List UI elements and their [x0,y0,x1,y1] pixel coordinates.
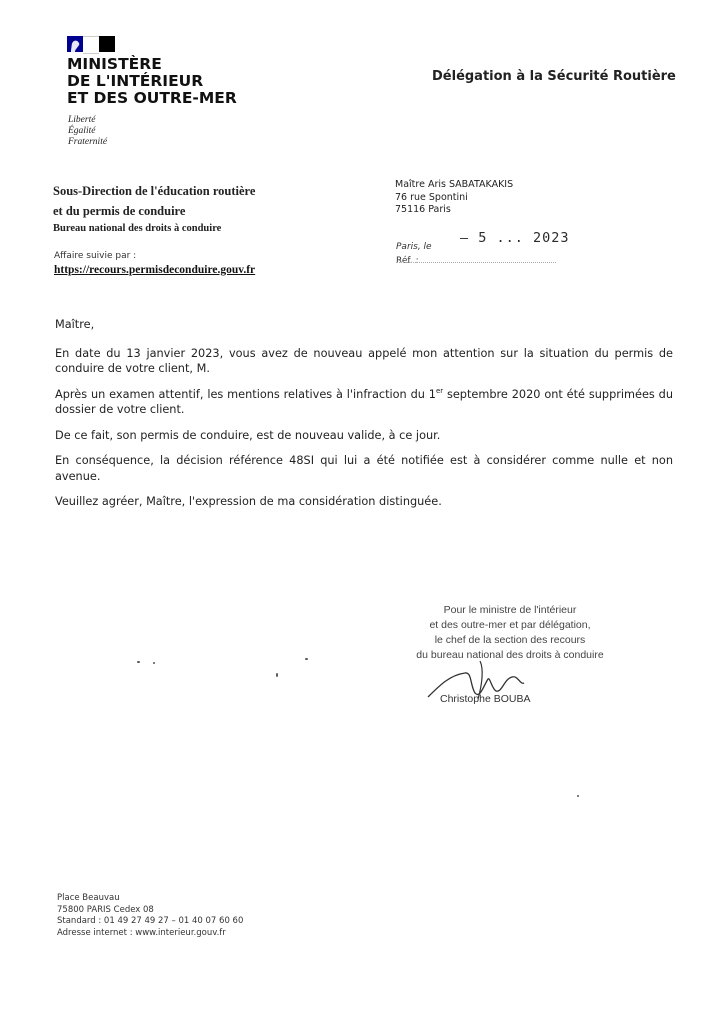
date-stamp: – 5 ... 2023 [460,230,570,246]
ministry-line: ET DES OUTRE-MER [67,89,237,107]
paragraph-3: De ce fait, son permis de conduire, est de nouveau valide, à ce jour. [55,428,441,442]
ministry-line: MINISTÈRE [67,55,162,73]
signature-line: et des outre-mer et par délégation, [429,619,591,631]
dotted-divider [396,262,556,263]
date-place: Paris, le [396,242,432,252]
paragraph-2 [55,387,673,418]
reference-label: Réf. : [396,256,419,266]
signature-line: Pour le ministre de l'intérieur [443,604,577,616]
motto-egalite: Égalité [68,126,96,136]
scan-speck [153,662,155,664]
paragraph-1: En date du 13 janvier 2023, vous avez de nouveau appelé mon attention sur la situation du permis de conduire de votre client, M. [55,346,673,375]
scan-speck [137,661,140,663]
delegation-title: Délégation à la Sécurité Routière [432,69,676,84]
addressee-city: 75116 Paris [395,204,451,215]
paragraph-2-end: septembre 2020 ont été supprimées du dossier de votre client. [55,387,673,416]
sender-block [53,181,255,237]
paragraph-2-start: Après un examen attentif, les mentions relatives à l'infraction du 1 [55,387,436,401]
sender-line-2: et du permis de conduire [53,204,186,218]
footer-address [57,893,243,939]
marianne-logo [67,36,115,52]
signatory-name: Christophe BOUBA [440,693,531,705]
scan-speck [577,795,579,797]
affaire-link[interactable]: https://recours.permisdeconduire.gouv.fr [54,264,256,276]
motto-fraternite: Fraternité [68,137,108,147]
paragraph-4: En conséquence, la décision référence 48SI qui lui a été notifiée est à considérer comme nulle et non avenue. [55,454,673,483]
sender-line-3: Bureau national des droits à conduire [53,223,222,234]
marianne-profile-icon [67,36,83,52]
paragraph-5: Veuillez agréer, Maître, l'expression de ma considération distinguée. [55,495,442,508]
ministry-name [67,56,237,107]
addressee-name: Maître Aris SABATAKAKIS [395,179,514,190]
scan-speck [276,673,278,677]
ordinal-superscript: er [435,386,444,395]
footer-line: Standard : 01 49 27 49 27 – 01 40 07 60 60 [57,916,244,926]
salutation: Maître, [55,318,95,331]
sender-line-1: Sous-Direction de l'éducation routière [53,184,256,198]
footer-line: Adresse internet : www.interieur.gouv.fr [57,927,226,938]
ministry-line: DE L'INTÉRIEUR [67,72,204,90]
signature-block [380,603,640,663]
addressee-street: 76 rue Spontini [395,191,468,203]
affaire-label: Affaire suivie par : [54,251,137,261]
republic-motto [68,115,107,148]
motto-liberte: Liberté [68,115,96,125]
letter-body [55,317,673,520]
addressee-block [395,179,513,217]
signature-line: du bureau national des droits à conduire [416,649,604,661]
footer-line: 75800 PARIS Cedex 08 [57,904,154,915]
footer-line: Place Beauvau [57,893,120,903]
scan-speck [305,658,308,660]
signature-line: le chef de la section des recours [434,634,586,646]
